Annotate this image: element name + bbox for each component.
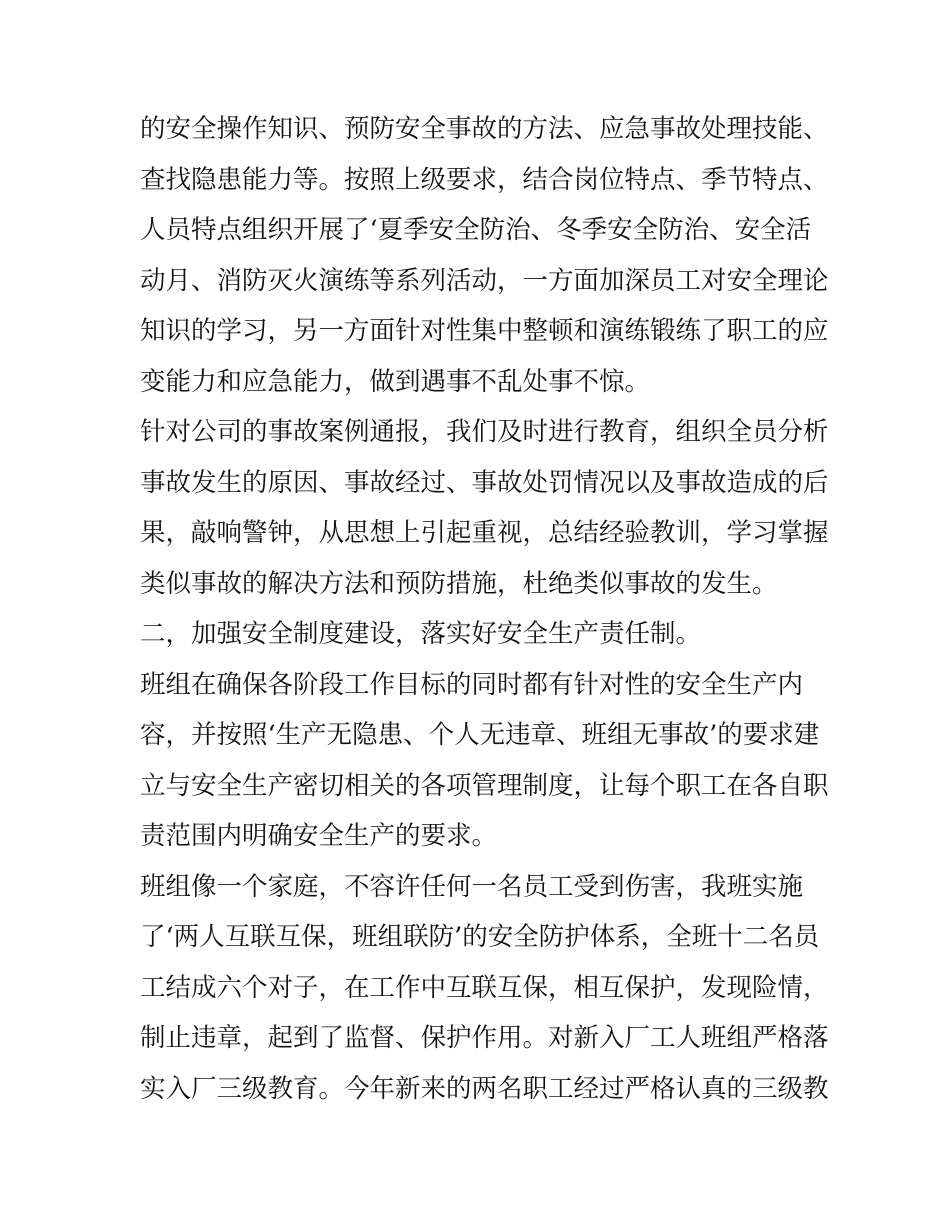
- text-line: 责范围内明确安全生产的要求。: [140, 821, 498, 851]
- text-line: 人员特点组织开展了‘夏季安全防治、冬季安全防治、安全活: [140, 215, 812, 245]
- paragraph-accident-cases: [140, 407, 829, 609]
- document-body: [140, 104, 829, 1114]
- text-line: 班组在确保各阶段工作目标的同时都有针对性的安全生产内: [140, 669, 804, 700]
- heading-line: 二，加强安全制度建设，落实好安全生产责任制。: [140, 619, 702, 649]
- text-line: 制止违章，起到了监督、保护作用。对新入厂工人班组严格落: [140, 1023, 829, 1053]
- text-line: 知识的学习，另一方面针对性集中整顿和演练锻练了职工的应: [140, 316, 829, 346]
- text-line: 实入厂三级教育。今年新来的两名职工经过严格认真的三级教: [140, 1073, 829, 1104]
- text-line: 查找隐患能力等。按照上级要求，结合岗位特点、季节特点、: [140, 164, 829, 195]
- paragraph-safety-system: [140, 660, 829, 862]
- text-line: 立与安全生产密切相关的各项管理制度，让每个职工在各自职: [140, 770, 829, 801]
- text-line: 的安全操作知识、预防安全事故的方法、应急事故处理技能、: [140, 114, 829, 144]
- text-line: 了‘两人互联互保，班组联防’的安全防护体系，全班十二名员: [140, 922, 820, 952]
- text-line: 工结成六个对子，在工作中互联互保，相互保护，发现险情，: [140, 972, 829, 1003]
- paragraph-team-family: [140, 862, 829, 1115]
- text-line: 容，并按照‘生产无隐患、个人无违章、班组无事故’的要求建: [140, 720, 820, 750]
- paragraph-safety-knowledge: [140, 104, 829, 407]
- text-line: 果，敲响警钟，从思想上引起重视，总结经验教训，学习掌握: [140, 518, 829, 548]
- text-line: 事故发生的原因、事故经过、事故处罚情况以及事故造成的后: [140, 467, 829, 498]
- text-line: 班组像一个家庭，不容许任何一名员工受到伤害，我班实施: [140, 871, 804, 902]
- text-line: 动月、消防灭火演练等系列活动，一方面加深员工对安全理论: [140, 265, 829, 296]
- text-line: 变能力和应急能力，做到遇事不乱处事不惊。: [140, 366, 651, 397]
- section-heading-two: [140, 609, 820, 660]
- text-line: 针对公司的事故案例通报，我们及时进行教育，组织全员分析: [140, 417, 829, 447]
- text-line: 类似事故的解决方法和预防措施，杜绝类似事故的发生。: [140, 568, 778, 599]
